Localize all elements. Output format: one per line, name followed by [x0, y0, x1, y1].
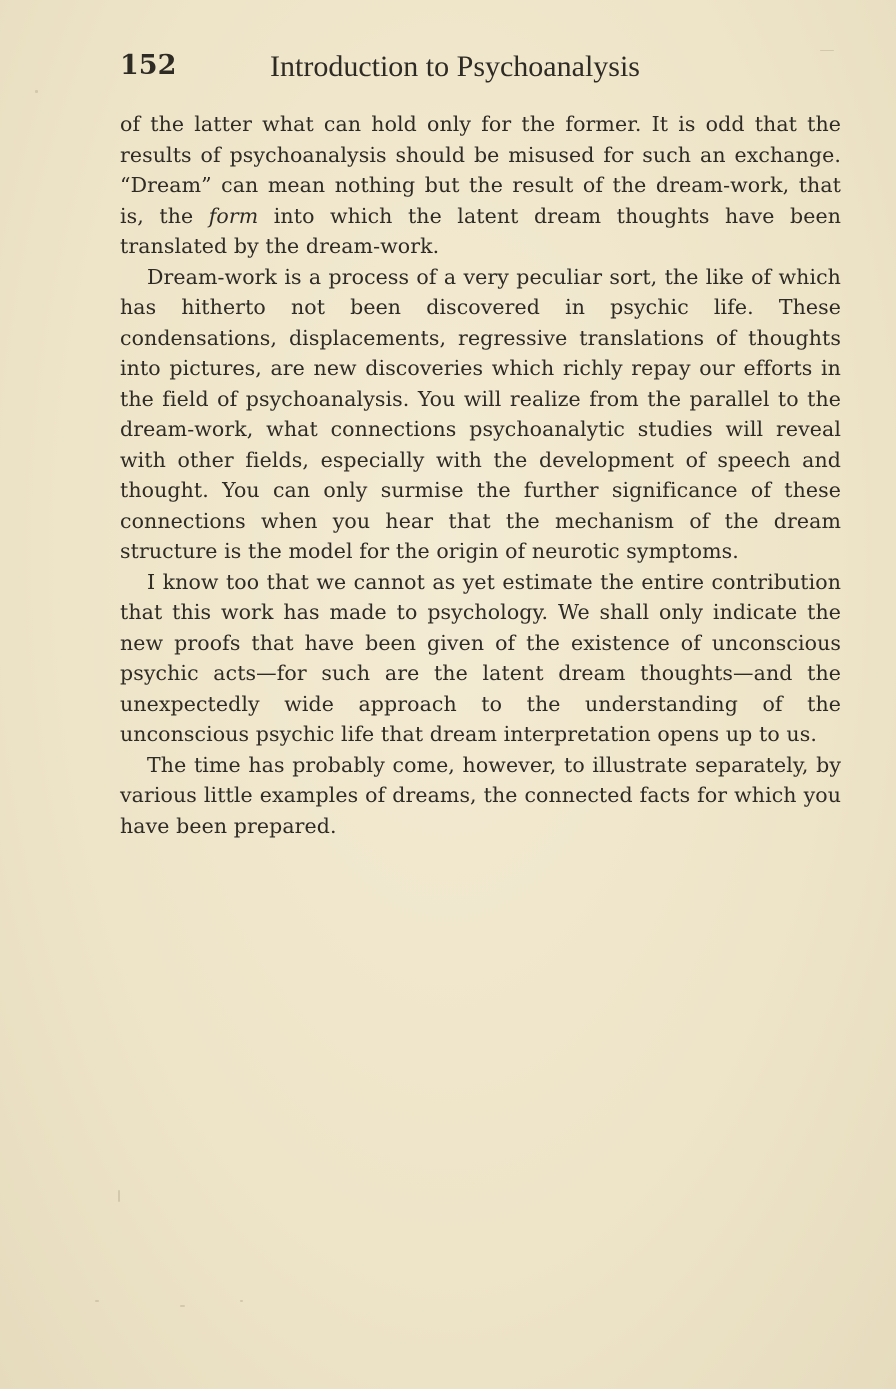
- paragraph-2: Dream-work is a process of a very peculiar sort, the like of which has hitherto not been discovered in psychic life. These condensations, displacements, regressive translations of thoughts into pictures, are new discoveries which richly repay our efforts in the field of psychoanalysis. You will realize from the parallel to the dream-work, what connections psychoanalytic studies will reveal with other fields, especially with the development of speech and thought. You can only surmise the further significance of these connections when you hear that the mechanism of the dream structure is the model for the origin of neurotic symptoms.: [120, 264, 841, 563]
- paragraph-1: [120, 109, 841, 262]
- running-head: [120, 50, 690, 90]
- paper-speck: [820, 50, 834, 51]
- emphasized-word: form: [208, 203, 259, 228]
- running-title: Introduction to Psychoanalysis: [270, 50, 640, 83]
- paper-speck: [240, 1300, 243, 1302]
- paper-speck: [118, 1190, 120, 1202]
- paragraph-1-text-after: into which the latent dream thoughts have been translated by the dream-work.: [120, 203, 841, 258]
- paper-speck: [35, 90, 38, 93]
- paper-speck: [180, 1305, 185, 1307]
- paragraph-1-text-before: of the latter what can hold only for the former. It is odd that the results of psychoanalysis should be misused for such an exchange. “Dream” can mean nothing but the result of the dream-work, that is, the: [120, 112, 841, 228]
- page-number: 152: [120, 50, 177, 81]
- paragraph-4: The time has probably come, however, to illustrate separately, by various little examples of dreams, the connected facts for which you have been prepared.: [120, 752, 841, 838]
- paper-speck: [95, 1300, 99, 1302]
- paragraph-3: I know too that we cannot as yet estimate the entire contribution that this work has made to psychology. We shall only indicate the new proofs that have been given of the existence of unconscious psychic acts—for such are the latent dream thoughts—and the unexpectedly wide approach to the understanding of the unconscious psychic life that dream interpretation opens up to us.: [120, 569, 841, 746]
- body-text: [120, 109, 841, 841]
